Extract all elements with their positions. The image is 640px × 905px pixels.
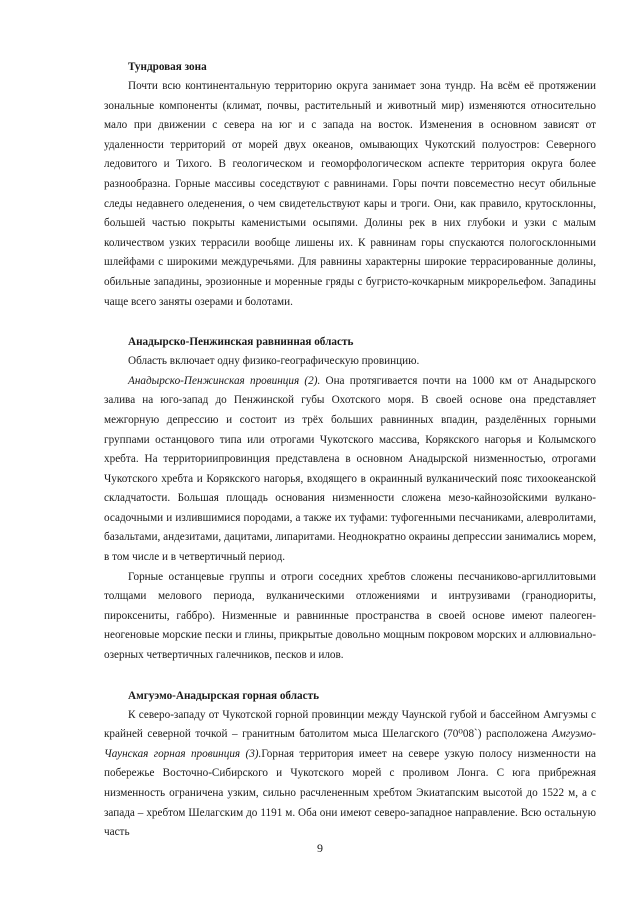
province-name-anadyr: Анадырско-Пенжинская провинция (2). [128,374,321,387]
page-number: 9 [317,841,323,855]
paragraph-tundra: Почти всю континентальную территорию округа занимает зона тундр. На всём её протяжении зональные компоненты (климат, почвы, растительный и животный мир) изменяются относительно мало при движении с севера на юг и с запада на восток. Изменения в основном зависят от удаленности территорий от морей двух океанов, омывающих Чукотский полуостров: Северного ледовитого и Тихого. В геологическом и геоморфологическом аспекте территория округа более разнообразна. Горные массивы соседствуют с равнинами. Горы почти повсеместно несут обильные следы недавнего оледенения, о чем свидетельствуют кары и троги. Они, как правило, крутосклонны, большей частью покрыты каменистыми осыпями. Долины рек в них глубоки и узки с малым количеством узких террасили вообще лишены их. К равнинам горы спускаются пологосклонными шлейфами с широкими междуречьями. Для равнины характерны широкие террасированные долины, обильные западины, эрозионные и моренные гряды с бугристо-кочкарным микрорельефом. Западины чаще всего заняты озерами и болотами. [104,80,596,308]
paragraph-anadyr-province-text: Она протягивается почти на 1000 км от Анадырского залива на юго-запад до Пенжинской губы Охотского моря. В своей основе она представляет межгорную депрессию и состоит из трёх больших равнинных впадин, разделённых горными группами останцового типа или отрогами Чукотского массива, Корякского нагорья и Колымского хребта. На территориипровинция представлена в основном Анадырской низменностью, отрогами Чукотского хребта и Корякского нагорья, входящего в окраинный вулканический пояс тихоокеанской складчатости. Большая площадь основания низменности сложена мезо-кайнозойскими вулкано-осадочными и излившимися породами, а также их туфами: туфогенными песчаниками, алевролитами, базальтами, андезитами, дацитами, липаритами. Неоднократно окраины депрессии занимались морем, в том числе и в четвертичный период. [104,374,596,564]
paragraph-anadyr-geology: Горные останцевые группы и отроги соседних хребтов сложены песчаниково-аргиллитовыми толщами мелового периода, вулканическими отложениями и интрузивами (гранодиориты, пироксениты, габбро). Низменные и равнинные пространства в своей основе имеют палеоген-неогеновые морские пески и глины, прикрытые довольно мощным покровом морских и аллювиально-озерных четвертичных галечников, песков и илов. [104,570,596,662]
page-content [104,58,596,843]
paragraph-amguema-text-a: К северо-западу от Чукотской горной провинции между Чаунской губой и бассейном Амгуэмы с крайней северной точкой – гранитным батолитом мыса Шелагского (70⁰08`) расположена [104,708,596,741]
paragraph-anadyr-intro: Область включает одну физико-географическую провинцию. [128,355,420,368]
section-heading-anadyr: Анадырско-Пенжинская равнинная область [128,336,354,349]
section-heading-amguema: Амгуэмо-Анадырская горная область [128,689,319,702]
section-spacer [104,312,596,333]
province-name-amguema: Амгуэмо-Чаунская горная провинция (3). [104,728,596,760]
paragraph-amguema-text-b: Горная территория имеет на севере узкую полосу низменности на побережье Восточно-Сибирского и Чукотского морей с проливом Лонга. С юга прибрежная низменность ограничена узким, сильно расчлененным хребтом Экиатапским высотой до 1522 м, а с запада – хребтом Шелагским до 1191 м. Оба они имеют северо-западное направление. Всю остальную часть [104,747,596,839]
section-spacer [104,666,596,687]
paragraph-anadyr-province [104,372,596,568]
section-heading-tundra: Тундровая зона [128,61,207,73]
paragraph-amguema [104,706,596,843]
